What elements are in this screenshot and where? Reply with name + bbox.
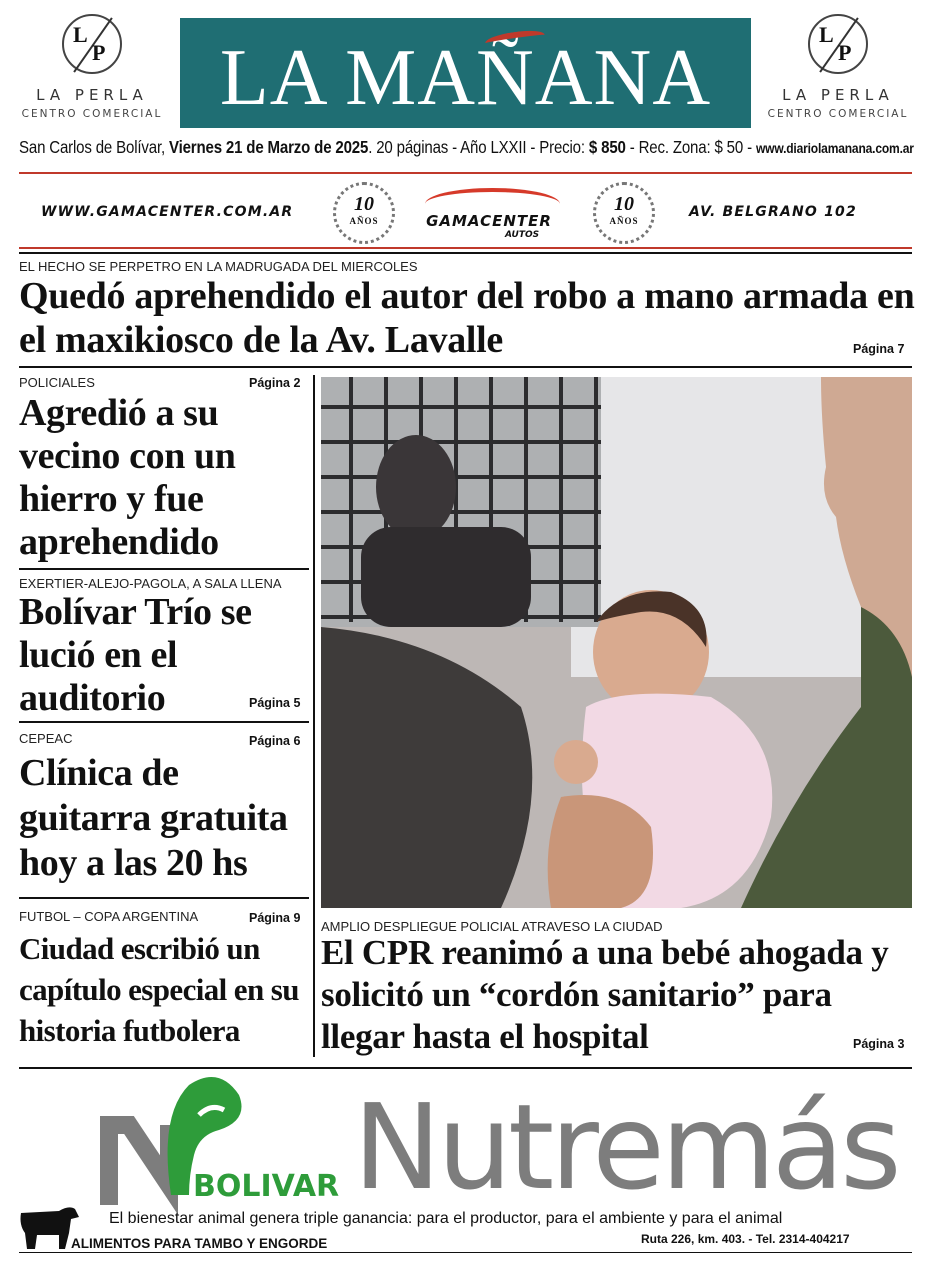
- la-perla-sub: CENTRO COMERCIAL: [767, 108, 909, 120]
- badge-number: 10: [354, 193, 374, 215]
- divider: [19, 366, 912, 368]
- divider: [19, 721, 309, 723]
- gamacenter-website[interactable]: WWW.GAMACENTER.COM.AR: [41, 204, 294, 220]
- story-kicker: POLICIALES: [19, 375, 95, 390]
- story-kicker: FUTBOL – COPA ARGENTINA: [19, 909, 199, 924]
- lead-headline[interactable]: Quedó aprehendido el autor del robo a mano armada en el maxikiosco de la Av. Lavalle: [19, 275, 915, 361]
- dateline-zone: - Rec. Zona: $ 50 -: [625, 137, 756, 157]
- gamacenter-address: AV. BELGRANO 102: [689, 204, 857, 220]
- anniversary-badge-icon: [593, 182, 655, 244]
- story-cepeac[interactable]: [19, 731, 311, 886]
- la-perla-monogram-icon: [62, 14, 122, 74]
- lead-kicker: EL HECHO SE PERPETRO EN LA MADRUGADA DEL MIERCOLES: [19, 259, 418, 274]
- nutremas-contact: Ruta 226, km. 403. - Tel. 2314-404217: [641, 1232, 850, 1246]
- story-page-ref: Página 9: [249, 911, 301, 925]
- dateline-place: San Carlos de Bolívar,: [19, 137, 165, 157]
- dateline-price: $ 850: [588, 137, 626, 157]
- monogram-p: P: [92, 40, 106, 65]
- monogram-l: L: [819, 22, 834, 47]
- column-divider: [313, 375, 315, 1057]
- dateline-date: Viernes 21 de Marzo de 2025: [168, 137, 369, 157]
- story-headline[interactable]: Clínica de guitarra gratuita hoy a las 20 hs: [19, 752, 288, 884]
- divider: [19, 252, 912, 254]
- story-kicker: EXERTIER-ALEJO-PAGOLA, A SALA LLENA: [19, 576, 282, 591]
- nutremas-slogan: El bienestar animal genera triple ganancia: para el productor, para el ambiente y para el animal: [109, 1210, 783, 1227]
- anniversary-badge-icon: [333, 182, 395, 244]
- divider: [19, 247, 912, 249]
- newspaper-title-text: LA MAÑANA: [219, 34, 712, 122]
- la-perla-logo-right: [758, 14, 918, 120]
- story-kicker: CEPEAC: [19, 731, 73, 746]
- dateline: [19, 137, 914, 158]
- bolivar-brand: BOLIVAR: [193, 1169, 340, 1204]
- nutremas-brand: Nutremás: [353, 1078, 898, 1216]
- dateline-pages: . 20 páginas - Año LXXII - Precio:: [368, 137, 585, 157]
- gamacenter-logo: [409, 184, 569, 242]
- la-perla-monogram-icon: [808, 14, 868, 74]
- la-perla-name: LA PERLA: [36, 86, 148, 104]
- la-perla-logo-left: [12, 14, 172, 120]
- story-headline[interactable]: Agredió a su vecino con un hierro y fue aprehendido: [19, 392, 236, 563]
- gamacenter-ad[interactable]: [19, 178, 912, 246]
- photo-story-page-ref: Página 3: [853, 1037, 905, 1051]
- divider: [19, 568, 309, 570]
- story-headline[interactable]: Bolívar Trío se lució en el auditorio: [19, 591, 252, 719]
- photo-story-kicker: AMPLIO DESPLIEGUE POLICIAL ATRAVESO LA CIUDAD: [321, 919, 663, 934]
- la-perla-sub: CENTRO COMERCIAL: [21, 108, 163, 120]
- story-futbol[interactable]: [19, 909, 311, 1051]
- gamacenter-brand-sub: AUTOS: [505, 230, 540, 240]
- la-perla-name: LA PERLA: [782, 86, 894, 104]
- gamacenter-brand: GAMACENTER: [426, 212, 552, 230]
- story-page-ref: Página 2: [249, 376, 301, 390]
- badge-number: 10: [614, 193, 634, 215]
- nutremas-tagline: ALIMENTOS PARA TAMBO Y ENGORDE: [71, 1236, 328, 1251]
- monogram-l: L: [73, 22, 88, 47]
- baby-in-police-car-photo: [321, 377, 912, 908]
- badge-text: AÑOS: [349, 216, 379, 226]
- divider: [19, 172, 912, 174]
- website-link[interactable]: www.diariolamanana.com.ar: [755, 140, 914, 156]
- story-headline[interactable]: Ciudad escribió un capítulo especial en su historia futbolera: [19, 931, 299, 1048]
- photo-story-headline[interactable]: El CPR reanimó a una bebé ahogada y solicitó un “cordón sanitario” para llegar hasta el hospital: [321, 933, 889, 1056]
- badge-text: AÑOS: [609, 216, 639, 226]
- divider: [19, 897, 309, 899]
- monogram-p: P: [838, 40, 852, 65]
- story-policiales[interactable]: [19, 375, 311, 565]
- story-page-ref: Página 6: [249, 734, 301, 748]
- story-bolivar-trio[interactable]: [19, 576, 311, 720]
- nutremas-ad[interactable]: [19, 1067, 912, 1253]
- story-page-ref: Página 5: [249, 696, 301, 710]
- lead-page-ref: Página 7: [853, 342, 905, 356]
- newspaper-title[interactable]: [180, 18, 751, 128]
- story-photo[interactable]: [321, 377, 912, 908]
